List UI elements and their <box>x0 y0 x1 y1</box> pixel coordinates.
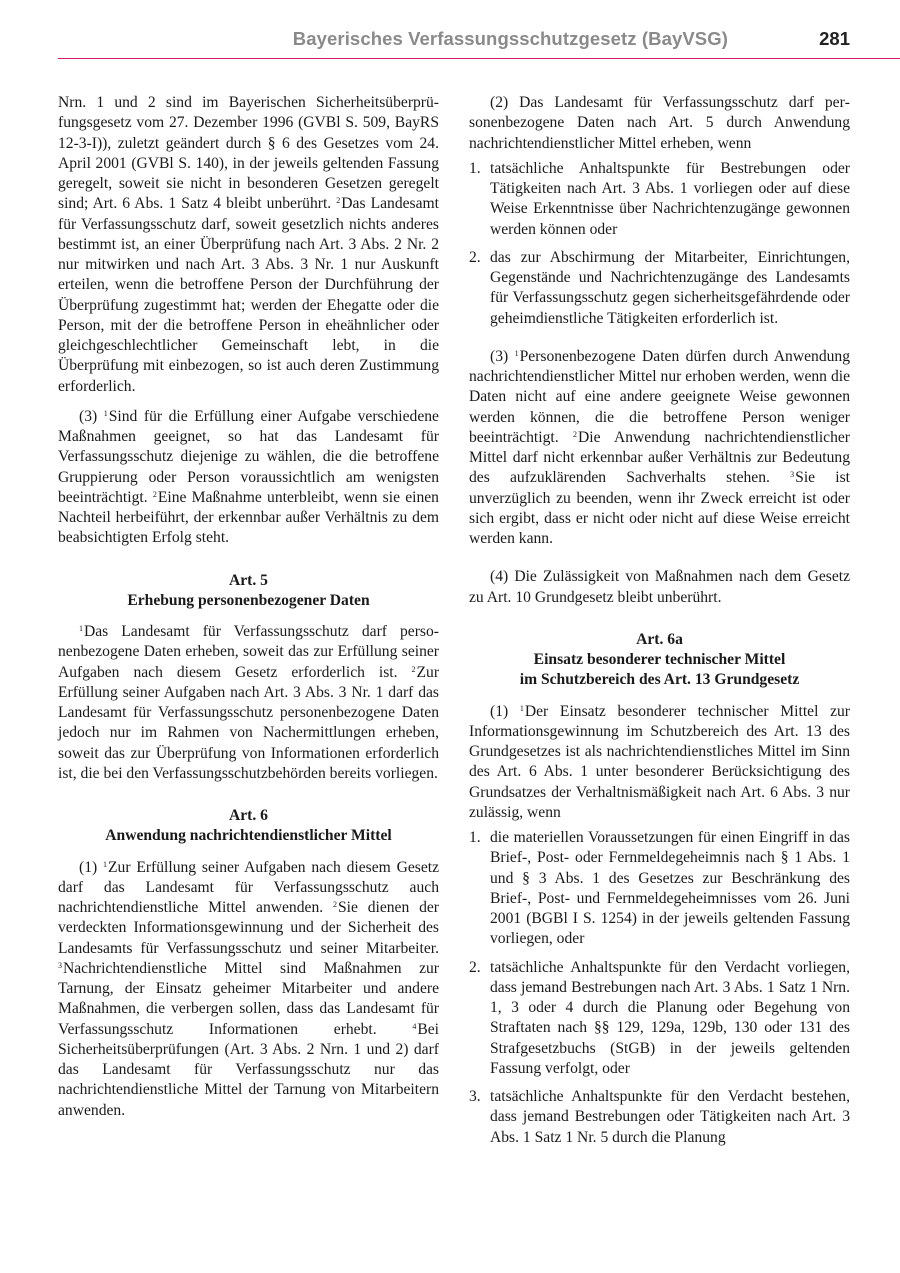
article-5-text: $^1$Das Landesamt für Verfassungsschutz darf personenbezogene Daten erheben, soweit das zur Erfüllung seiner Aufgaben nach diesem Gesetz erforderlich ist. $^2$Zur Erfüllung seiner Aufgaben nach Art. 3 Abs. 3 Nr. 1 darf das Landesamt für Verfassungsschutz personenbezogene Daten jedoch nur im Rahmen von Nachermittlungen erheben, soweit das zur Überprüfung von Informationen erforderlich ist, die bei den Verfassungsschutzbehörden bereits vorliegen. <box>58 623 440 782</box>
article-number: Art. 5 <box>229 571 268 589</box>
article-6-paragraph-1: (1) $^1$Zur Erfüllung seiner Aufgaben nach diesem Gesetz darf das Landesamt für Verfassungsschutz auch nachrichtendienstliche Mittel anwenden. $^2$Sie dienen der verdeckten Informationsgewinnung und der Sicherheit des Landesamts für Verfassungsschutz und seiner Mitarbeiter. $^3$Nachrichtendienstliche Mittel sind Maßnahmen zur Tarnung, der Einsatz geheimer Mitarbeiter und andere Maßnahmen, die verbergen sollen, dass das Landesamt für Verfassungsschutz Informationen erhebt. $^4$Bei Sicherheitsüberprüfungen (Art. 3 Abs. 2 Nrn. 1 und 2) darf das Landesamt für Verfassungsschutz nur das nachrichtendienstliche Mittel der Tarnung von Mitarbeitern anwenden. <box>58 858 439 1119</box>
article-6a-list <box>469 828 850 1148</box>
paragraph-2-list <box>469 159 850 329</box>
article-6-heading <box>58 806 439 847</box>
article-title: Anwendung nachrichtendienstlicher Mittel <box>105 827 392 845</box>
list-item: 1. tatsächliche Anhaltspunkte für Bestrebungen oder Tätigkeiten nach Art. 3 Abs. 1 vorliegen oder auf diese Weise Erkenntnisse über Nachrichtenzugänge gewonnen werden können oder <box>469 159 850 238</box>
article-5-heading <box>58 571 439 612</box>
page-header <box>58 26 900 59</box>
right-column <box>469 93 850 1156</box>
article-6a-heading <box>469 630 850 691</box>
paragraph-3: (3) $^1$Sind für die Erfüllung einer Aufgabe verschiedene Maßnahmen geeignet, so hat das Landesamt für Verfassungsschutz diejenige zu wählen, die die betroffene Gruppierung oder Person voraussichtlich am wenigsten beeinträchtigt. $^2$Eine Maßnahme unterbleibt, wenn sie einen Nachteil herbeiführt, der erkennbar außer Verhältnis zu dem beabsichtigten Erfolg steht. <box>58 407 439 547</box>
article-title: im Schutzbereich des Art. 13 Grundgesetz <box>519 671 800 689</box>
article-number: Art. 6 <box>229 807 268 824</box>
article-6-paragraph-3: (3) $^1$Personenbezogene Daten dürfen durch Anwendung nachrichtendienstlicher Mittel nur erhoben werden, wenn die Daten nicht auf eine andere geeignete Weise gewonnen werden können, die die betroffene Person weniger beeinträchtigt. $^2$Die Anwendung nachrichtendienstlicher Mittel darf nicht erkennbar außer Verhältnis zur Bedeutung des aufzuklärenden Sachverhalts stehen. $^3$Sie ist unverzüglich zu beenden, wenn ihr Zweck erreicht ist oder sich ergibt, dass er nicht oder nicht auf diese Weise erreicht werden kann. <box>469 347 851 547</box>
page-number: 281 <box>819 28 850 49</box>
running-title: Bayerisches Verfassungsschutzgesetz (BayVSG) <box>292 28 728 49</box>
left-column <box>58 93 439 1121</box>
list-item: 1. die materiellen Voraussetzungen für einen Eingriff in das Brief-, Post- oder Fernmeldegeheimnis nach § 1 Abs. 1 und § 3 Abs. 1 des Gesetzes zur Beschränkung des Brief-, Post- und Fernmeldegeheimnisses vom 26. Juni 2001 (BGBl I S. 1254) in der jeweils geltenden Fassung vorliegen, oder <box>469 829 850 948</box>
paragraph-2-continued: Nrn. 1 und 2 sind im Bayerischen Sicherheitsüberprüfungsgesetz vom 27. Dezember 1996 (GVBl S. 509, BayRS 12-3-I)), zuletzt geändert durch § 6 des Gesetzes vom 24. April 2001 (GVBl S. 140), in der jeweils geltenden Fassung geregelt, soweit sie nicht in besonderen Gesetzen geregelt sind; Art. 6 Abs. 1 Satz 4 bleibt unberührt. $^2$Das Landesamt für Verfassungsschutz darf, soweit gesetzlich nichts anderes bestimmt ist, an einer Überprüfung nach Art. 3 Abs. 2 Nr. 2 nur mitwirken und nach Art. 3 Abs. 3 Nr. 1 nur Auskunft erteilen, wenn die betroffene Person der Durchführung der Überprüfung zugestimmt hat; werden der Ehegatte oder die Person, mit der die betroffene Person in eheähnlicher oder gleichgeschlechtlicher Gemeinschaft lebt, in die Überprüfung mit einbezogen, so ist auch deren Zustimmung erforderlich. <box>58 94 440 395</box>
article-6a-paragraph-1: (1) $^1$Der Einsatz besonderer technischer Mittel zur Informationsgewinnung im Schutzbereich des Art. 13 des Grundgesetzes ist als nachrichtendienstliches Mittel im Sinn des Art. 6 Abs. 1 unter besonderer Berücksichtigung des Grundsatzes der Verhaltnismäßigkeit nach Art. 6 Abs. 3 nur zulässig, wenn <box>469 702 850 821</box>
article-6-paragraph-4: (4) Die Zulässigkeit von Maßnahmen nach dem Gesetz zu Art. 10 Grundgesetz bleibt unberührt. <box>469 568 850 606</box>
article-title: Erhebung personenbezogener Daten <box>127 591 370 609</box>
article-number: Art. 6a <box>636 630 683 648</box>
article-title: Einsatz besonderer technischer Mittel <box>533 651 786 668</box>
list-item: 3. tatsächliche Anhaltspunkte für den Verdacht bestehen, dass jemand Bestrebungen oder Tätigkeiten nach Art. 3 Abs. 1 Satz 1 Nr. 5 durch die Planung <box>469 1088 850 1146</box>
list-item: 2. tatsächliche Anhaltspunkte für den Verdacht vorliegen, dass jemand Bestrebungen nach Art. 3 Abs. 1 Satz 1 Nrn. 1, 3 oder 4 durch die Planung oder Begehung von Straftaten nach §§ 129, 129a, 129b, 130 oder 131 des Strafgesetzbuchs (StGB) in der jeweils geltenden Fassung verfolgt, oder <box>469 958 850 1077</box>
list-item: 2. das zur Abschirmung der Mitarbeiter, Einrichtungen, Gegenstände und Nachrichtenzugänge des Landesamts für Verfassungsschutz gegen sicherheitsgefährdende oder geheimdienstliche Tätigkeiten erforderlich ist. <box>469 248 850 327</box>
article-6-paragraph-2: (2) Das Landesamt für Verfassungsschutz darf personenbezogene Daten nach Art. 5 durch Anwendung nachrichtendienstlicher Mittel erheben, wenn <box>469 94 850 152</box>
